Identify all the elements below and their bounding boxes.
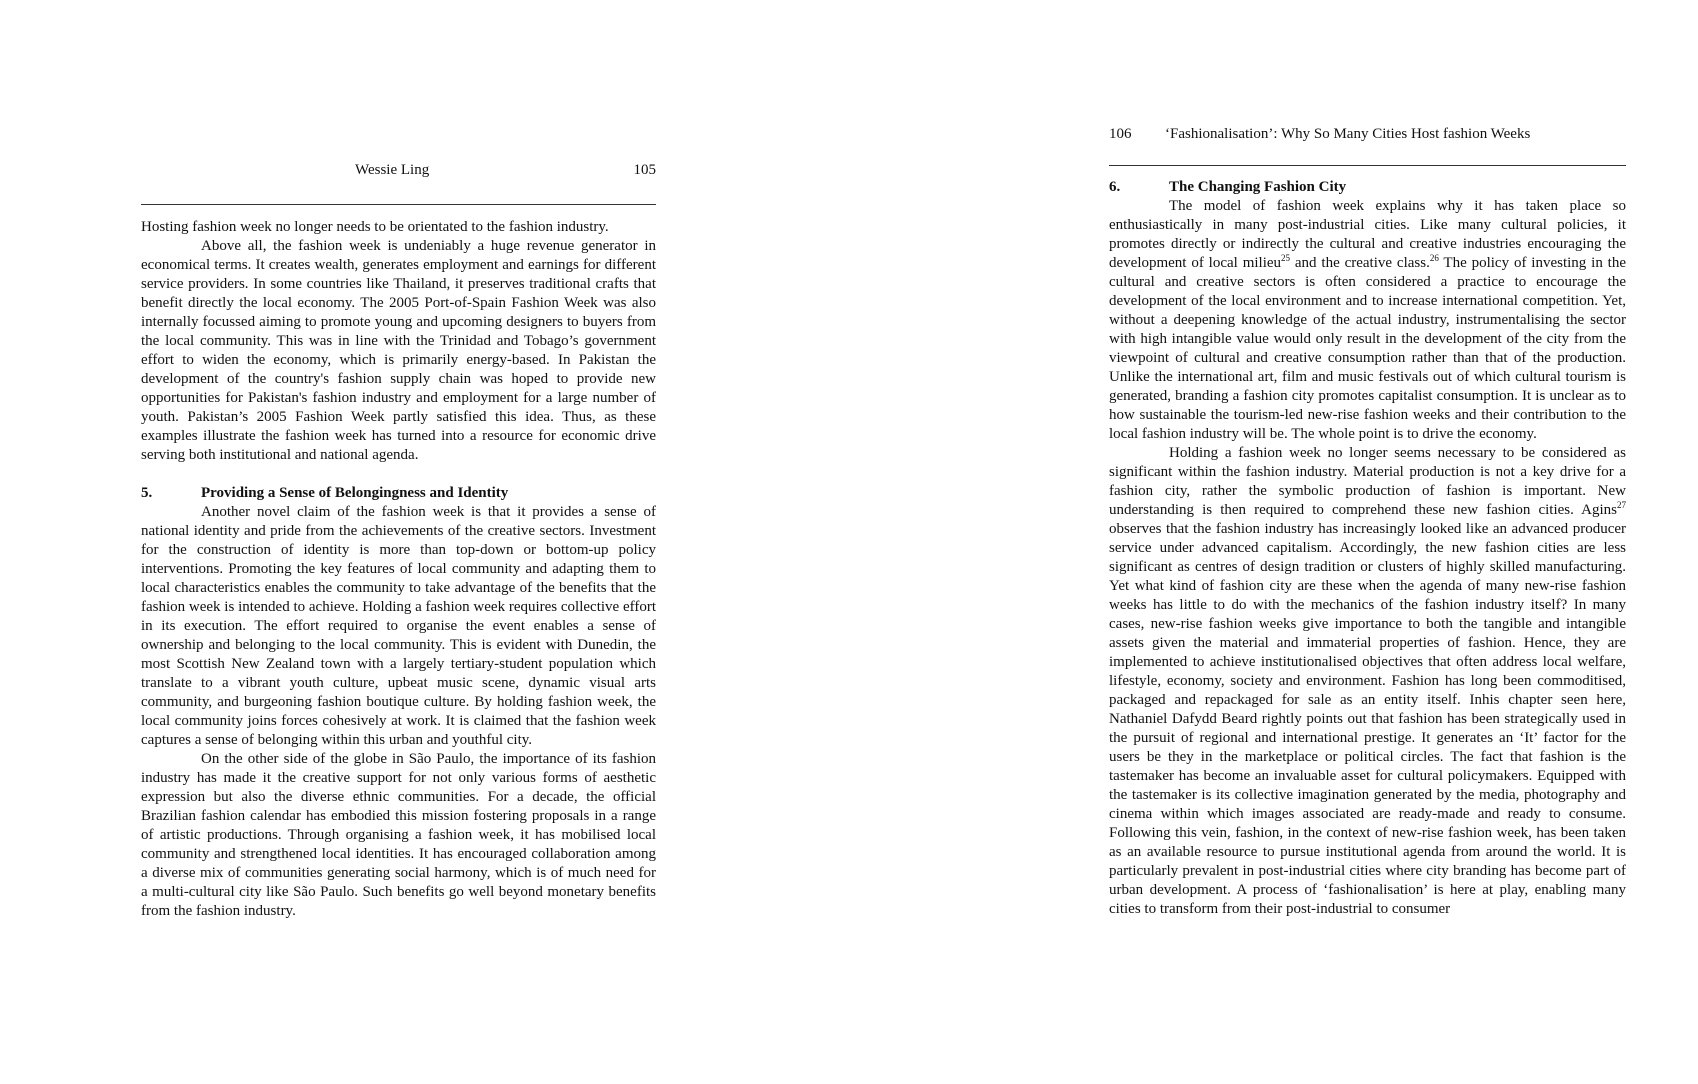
section-heading <box>1109 178 1626 197</box>
paragraph-text: The model of fashion week explains why it has taken place so enthusiastically in many post-industrial cities. Like many cultural policies, it promotes directly or indirectly the cultural and creative industries encouraging the development of local milieu <box>1109 198 1626 271</box>
running-head-title: ‘Fashionalisation’: Why So Many Cities Host fashion Weeks <box>1165 126 1531 142</box>
footnote-marker: 26 <box>1429 253 1439 263</box>
right-running-head <box>1109 124 1626 144</box>
section-title: Providing a Sense of Belongingness and Identity <box>201 485 509 501</box>
left-running-head <box>141 160 656 180</box>
section-number: 6. <box>1109 179 1121 195</box>
section-title: The Changing Fashion City <box>1169 179 1347 195</box>
left-body-text <box>141 218 656 921</box>
footnote-marker: 25 <box>1281 253 1291 263</box>
paragraph-text: The policy of investing in the cultural and creative sectors is often considered a practice to encourage the development of the local environment and to increase international competition. Yet, without a deepening knowledge of the actual industry, instrumentalising the sector with high intangible value would only result in the development of the city from the viewpoint of cultural and creative consumption rather than that of the production. Unlike the international art, film and music festivals out of which cultural tourism is generated, branding a fashion city promotes capitalist consumption. It is unclear as to how sustainable the tourism-led new-rise fashion weeks and their contribution to the local fashion industry will be. The whole point is to drive the economy. <box>1109 255 1627 442</box>
right-body-text <box>1109 178 1626 919</box>
running-head-author: Wessie Ling <box>355 162 430 178</box>
section-heading <box>141 484 656 503</box>
left-page <box>141 160 656 921</box>
header-rule <box>141 204 656 205</box>
paragraph <box>1109 444 1626 919</box>
paragraph-text: observes that the fashion industry has increasingly looked like an advanced producer service under advanced capitalism. Accordingly, the new fashion cities are less significant as centres of design tradition or clusters of highly skilled manufacturing. Yet what kind of fashion city are these when the agenda of many new-rise fashion weeks has little to do with the mechanics of the fashion industry itself? In many cases, new-rise fashion weeks give importance to both the tangible and intangible assets given the material and immaterial properties of fashion. Hence, they are implemented to achieve institutionalised objectives that often address local welfare, lifestyle, economy, society and environment. Fashion has long been commoditised, packaged and repackaged for sale as an entity itself. Inhis chapter seen here, Nathaniel Dafydd Beard rightly points out that fashion has been strategically used in the pursuit of regional and international prestige. It generates an ‘It’ factor for the users be they in the marketplace or political circles. The fact that fashion is the tastemaker has become an invaluable asset for cultural policymakers. Equipped with the tastemaker is its collective imagination generated by the media, photography and cinema within which images associated are ready-made and ready to consume. Following this vein, fashion, in the context of new-rise fashion week, has been taken as an available resource to pursue institutional agenda from around the world. It is particularly prevalent in post-industrial cities where city branding has become part of urban development. A process of ‘fashionalisation’ is here at play, enabling many cities to transform from their post-industrial to consumer <box>1109 521 1626 917</box>
right-page <box>1109 124 1626 919</box>
page-number: 105 <box>633 162 656 178</box>
paragraph: Another novel claim of the fashion week is that it provides a sense of national identity and pride from the achievements of the creative sectors. Investment for the construction of identity is more than top-down or bottom-up policy interventions. Promoting the key features of local community and adapting them to local characteristics enables the community to take advantage of the benefits that the fashion week is intended to achieve. Holding a fashion week requires collective effort in its execution. The effort required to organise the event enables a sense of ownership and belonging to the local community. This is evident with Dunedin, the most Scottish New Zealand town with a largely tertiary-student population which translate to a vibrant youth culture, upbeat music scene, dynamic visual arts community, and burgeoning fashion boutique culture. By holding fashion week, the local community joins forces cohesively at work. It is claimed that the fashion week captures a sense of belonging within this urban and youthful city. <box>141 504 656 748</box>
paragraph-text: Holding a fashion week no longer seems necessary to be considered as significant within the fashion industry. Material production is not a key drive for a fashion city, rather the symbolic production of fashion is important. New understanding is then required to comprehend these new fashion cities. Agins <box>1109 445 1626 518</box>
header-rule <box>1109 165 1626 166</box>
footnote-marker: 27 <box>1617 500 1626 510</box>
paragraph: Hosting fashion week no longer needs to be orientated to the fashion industry. <box>141 219 609 235</box>
section-number: 5. <box>141 485 153 501</box>
paragraph <box>1109 197 1626 444</box>
page-number: 106 <box>1109 126 1132 142</box>
paragraph: On the other side of the globe in São Paulo, the importance of its fashion industry has made it the creative support for not only various forms of aesthetic expression but also the diverse ethnic communities. For a decade, the official Brazilian fashion calendar has embodied this mission fostering proposals in a range of artistic productions. Through organising a fashion week, it has mobilised local community and strengthened local identities. It has encouraged collaboration among a diverse mix of communities generating social harmony, which is of much need for a multi-cultural city like São Paulo. Such benefits go well beyond monetary benefits from the fashion industry. <box>141 751 656 919</box>
paragraph-text: and the creative class. <box>1290 255 1430 271</box>
paragraph: Above all, the fashion week is undeniably a huge revenue generator in economical terms. It creates wealth, generates employment and earnings for different service providers. In some countries like Thailand, it preserves traditional crafts that benefit directly the local economy. The 2005 Port-of-Spain Fashion Week was also internally focussed aiming to promote young and upcoming designers to buyers from the local community. This was in line with the Trinidad and Tobago’s government effort to widen the economy, which is primarily energy-based. In Pakistan the development of the country's fashion supply chain was hoped to provide new opportunities for Pakistan's fashion industry and employment for a large number of youth. Pakistan’s 2005 Fashion Week partly satisfied this idea. Thus, as these examples illustrate the fashion week has turned into a resource for economic drive serving both institutional and national agenda. <box>141 238 656 463</box>
